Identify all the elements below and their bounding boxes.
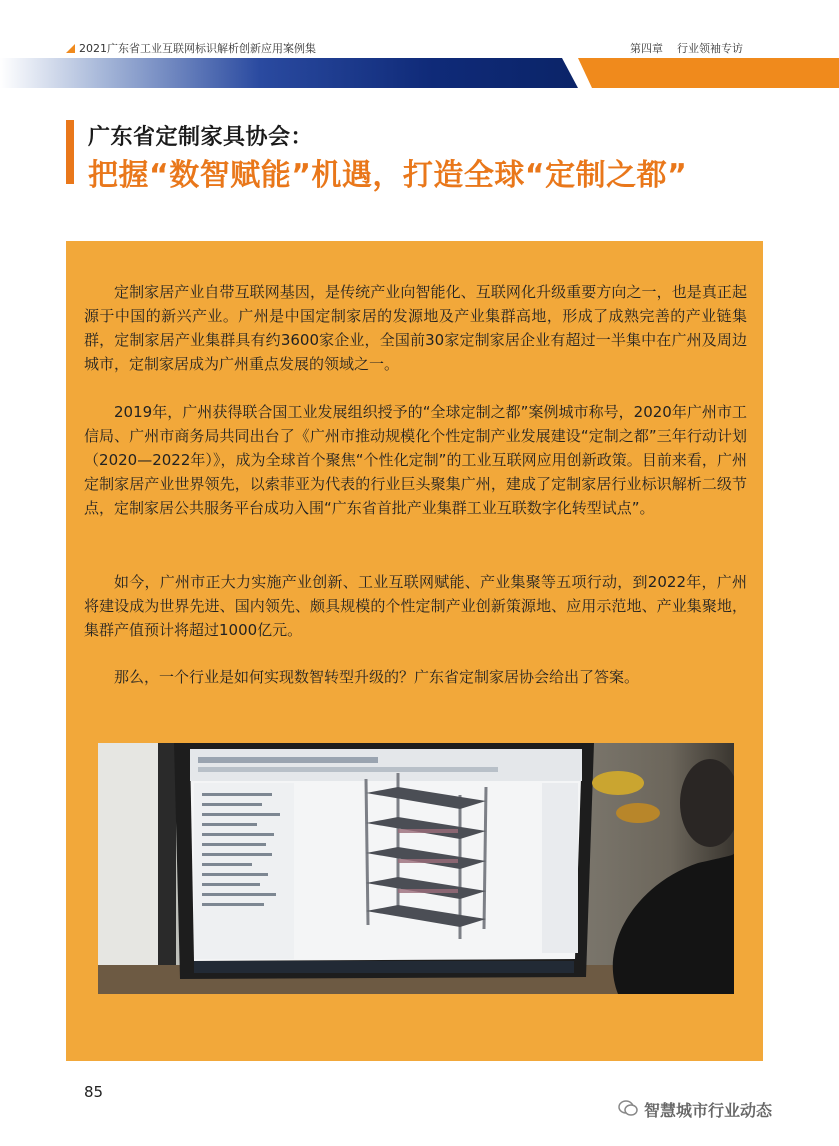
chapter-info [630,40,757,56]
title-accent-bar [66,120,74,184]
wechat-icon [618,1100,638,1120]
watermark-text: 智慧城市行业动态 [644,1101,773,1120]
header-band-blue [0,58,578,88]
header-band-orange [578,58,839,88]
photo-illustration [98,743,734,994]
paragraph-3: 如今，广州市正大力实施产业创新、工业互联网赋能、产业集聚等五项行动，到2022年，广州将建设成为世界先进、国内领先、颇具规模的个性定制产业创新策源地、应用示范地、产业集聚地，集群产值预计将超过1000亿元。 [84,573,747,639]
header-band [0,58,839,88]
page-title-line1: 广东省定制家具协会： [88,125,314,150]
section-label: 行业领袖专访 [677,42,743,55]
running-header [0,36,839,58]
paragraph-4: 那么，一个行业是如何实现数智转型升级的？广东省定制家居协会给出了答案。 [114,668,640,686]
photo-cad-monitor [98,743,734,994]
watermark [618,1098,772,1121]
book-title-text: 2021广东省工业互联网标识解析创新应用案例集 [79,42,316,55]
chapter-label: 第四章 [630,42,663,55]
paragraph-1: 定制家居产业自带互联网基因，是传统产业向智能化、互联网化升级重要方向之一，也是真正起源于中国的新兴产业。广州是中国定制家居的发源地及产业集群高地，形成了成熟完善的产业链集群，定制家居产业集群具有约3600家企业，全国前30家定制家居企业有超过一半集中在广州及周边城市，定制家居成为广州重点发展的领域之一。 [84,283,747,373]
page-title-line2: 把握“数智赋能”机遇，打造全球“定制之都” [88,158,688,193]
paragraph-2: 2019年，广州获得联合国工业发展组织授予的“全球定制之都”案例城市称号，2020年广州市工信局、广州市商务局共同出台了《广州市推动规模化个性定制产业发展建设“定制之都”三年行动计划（2020—2022年）》，成为全球首个聚焦“个性化定制”的工业互联网应用创新政策。目前来看，广州定制家居产业世界领先，以索菲亚为代表的行业巨头聚集广州，建成了定制家居行业标识解析二级节点，定制家居公共服务平台成功入围“广东省首批产业集群工业互联数字化转型试点”。 [84,403,747,517]
page-number: 85 [84,1083,104,1101]
triangle-icon [66,44,75,53]
book-title [66,40,316,56]
